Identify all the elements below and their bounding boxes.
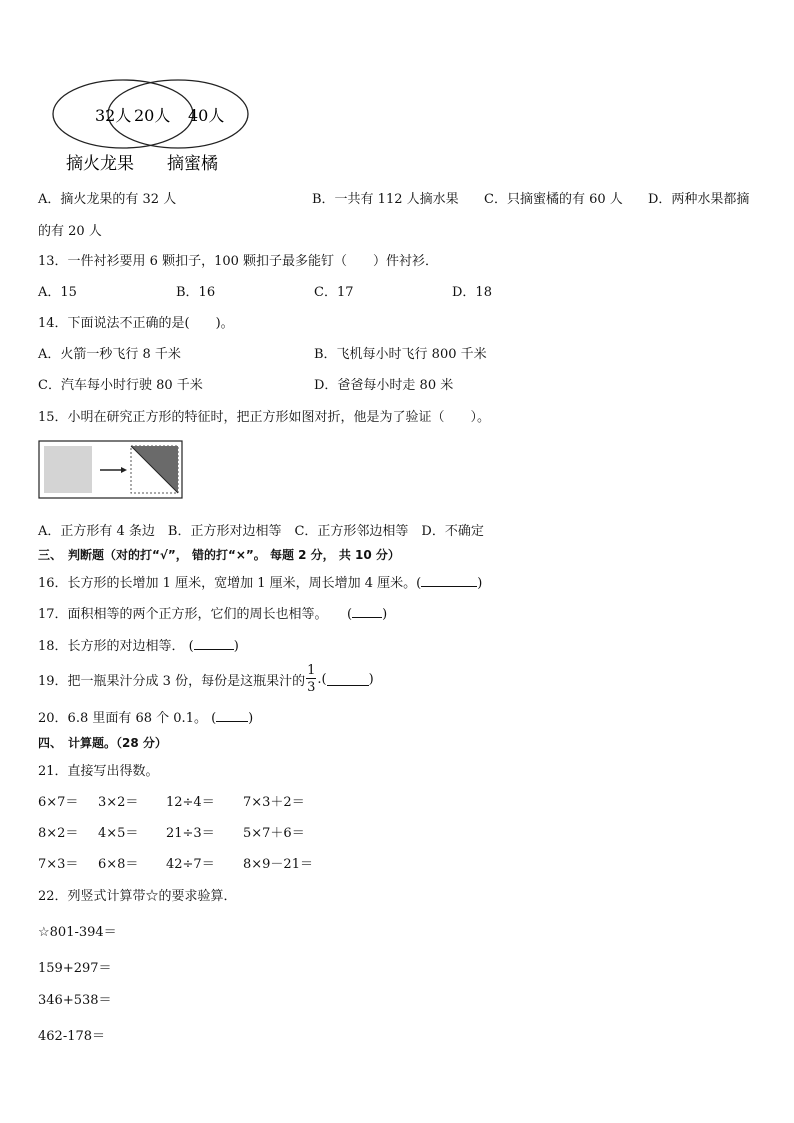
q21-item: 5×7＋6＝ — [243, 826, 305, 841]
q16-answer-blank[interactable] — [421, 574, 477, 587]
q15-stem: 15．小明在研究正方形的特征时，把正方形如图对折，他是为了验证（ ）。 — [38, 410, 491, 425]
q21-item: 7×3＝ — [38, 857, 79, 872]
square-fold-figure — [38, 440, 184, 500]
q12-option-d-continued: 的有 20 人 — [38, 224, 102, 239]
q21-item: 21÷3＝ — [166, 826, 215, 841]
q21-item: 6×7＝ — [38, 795, 79, 810]
q19 — [38, 662, 374, 696]
q22-item: 159+297＝ — [38, 961, 112, 976]
fraction-numerator: 1 — [307, 663, 316, 678]
q19-answer-blank[interactable] — [327, 673, 369, 686]
q17-stem: 17．面积相等的两个正方形，它们的周长也相等。 ( — [38, 607, 353, 622]
q12-option-c[interactable]: C．只摘蜜橘的有 60 人 — [484, 192, 623, 207]
q13-option-c[interactable]: C．17 — [314, 285, 354, 300]
q21-stem: 21．直接写出得数。 — [38, 764, 159, 779]
square-icon — [44, 446, 92, 493]
q14-option-b[interactable]: B．飞机每小时飞行 800 千米 — [314, 347, 487, 362]
q20-stem: 20．6.8 里面有 68 个 0.1。 ( — [38, 711, 217, 726]
q19-tail: .( — [317, 671, 327, 687]
venn-right-label: 摘蜜橘 — [167, 154, 218, 174]
q14-option-a[interactable]: A．火箭一秒飞行 8 千米 — [38, 347, 181, 362]
q15-options[interactable]: A．正方形有 4 条边 B．正方形对边相等 C．正方形邻边相等 D．不确定 — [38, 524, 484, 539]
section4-title: 四、 计算题。（28 分） — [38, 736, 167, 750]
q13-stem: 13．一件衬衫要用 6 颗扣子，100 颗扣子最多能钉（ ）件衬衫． — [38, 254, 439, 269]
venn-middle-count: 20人 — [134, 106, 171, 125]
venn-right-count: 40人 — [188, 106, 225, 125]
q12-option-b[interactable]: B．一共有 112 人摘水果 — [312, 192, 459, 207]
q18-stem: 18．长方形的对边相等． ( — [38, 639, 194, 654]
q22-item: 462-178＝ — [38, 1029, 106, 1044]
venn-diagram — [50, 78, 255, 176]
q18 — [38, 635, 239, 654]
q21-item: 4×5＝ — [98, 826, 139, 841]
fraction — [306, 664, 316, 694]
q13-option-a[interactable]: A．15 — [38, 285, 77, 300]
q21-item: 7×3＋2＝ — [243, 795, 305, 810]
q22-stem: 22．列竖式计算带☆的要求验算． — [38, 889, 237, 904]
q21-item: 8×9－21＝ — [243, 857, 313, 872]
q13-option-b[interactable]: B．16 — [176, 285, 216, 300]
q16 — [38, 572, 482, 591]
q18-close: ) — [233, 639, 239, 654]
q16-stem: 16．长方形的长增加 1 厘米，宽增加 1 厘米，周长增加 4 厘米。( — [38, 576, 422, 591]
venn-left-count: 32人 — [95, 106, 132, 125]
venn-left-label: 摘火龙果 — [66, 154, 134, 174]
q20-answer-blank[interactable] — [216, 709, 248, 722]
q18-answer-blank[interactable] — [194, 637, 234, 650]
q12-option-d[interactable]: D．两种水果都摘 — [648, 192, 750, 207]
q21-item: 8×2＝ — [38, 826, 79, 841]
q21-item: 3×2＝ — [98, 795, 139, 810]
q21-item: 6×8＝ — [98, 857, 139, 872]
q17-close: ) — [382, 607, 388, 622]
q14-option-d[interactable]: D．爸爸每小时走 80 米 — [314, 378, 454, 393]
q14-stem: 14．下面说法不正确的是( )。 — [38, 316, 234, 331]
q19-stem: 19．把一瓶果汁分成 3 份，每份是这瓶果汁的 — [38, 673, 306, 689]
q19-close: ) — [368, 671, 374, 687]
q22-item: 346+538＝ — [38, 993, 112, 1008]
q21-item: 12÷4＝ — [166, 795, 215, 810]
q13-option-d[interactable]: D．18 — [452, 285, 492, 300]
q20 — [38, 707, 253, 726]
fraction-denominator: 3 — [307, 680, 316, 695]
q20-close: ) — [248, 711, 254, 726]
q17 — [38, 603, 387, 622]
q22-item-star: ☆801-394＝ — [38, 925, 117, 940]
q16-close: ) — [477, 576, 483, 591]
q12-option-a[interactable]: A．摘火龙果的有 32 人 — [38, 192, 177, 207]
q17-answer-blank[interactable] — [352, 605, 382, 618]
q14-option-c[interactable]: C．汽车每小时行驶 80 千米 — [38, 378, 203, 393]
section3-title: 三、 判断题（对的打“√”， 错的打“×”。 每题 2 分， 共 10 分） — [38, 548, 400, 562]
q21-item: 42÷7＝ — [166, 857, 215, 872]
